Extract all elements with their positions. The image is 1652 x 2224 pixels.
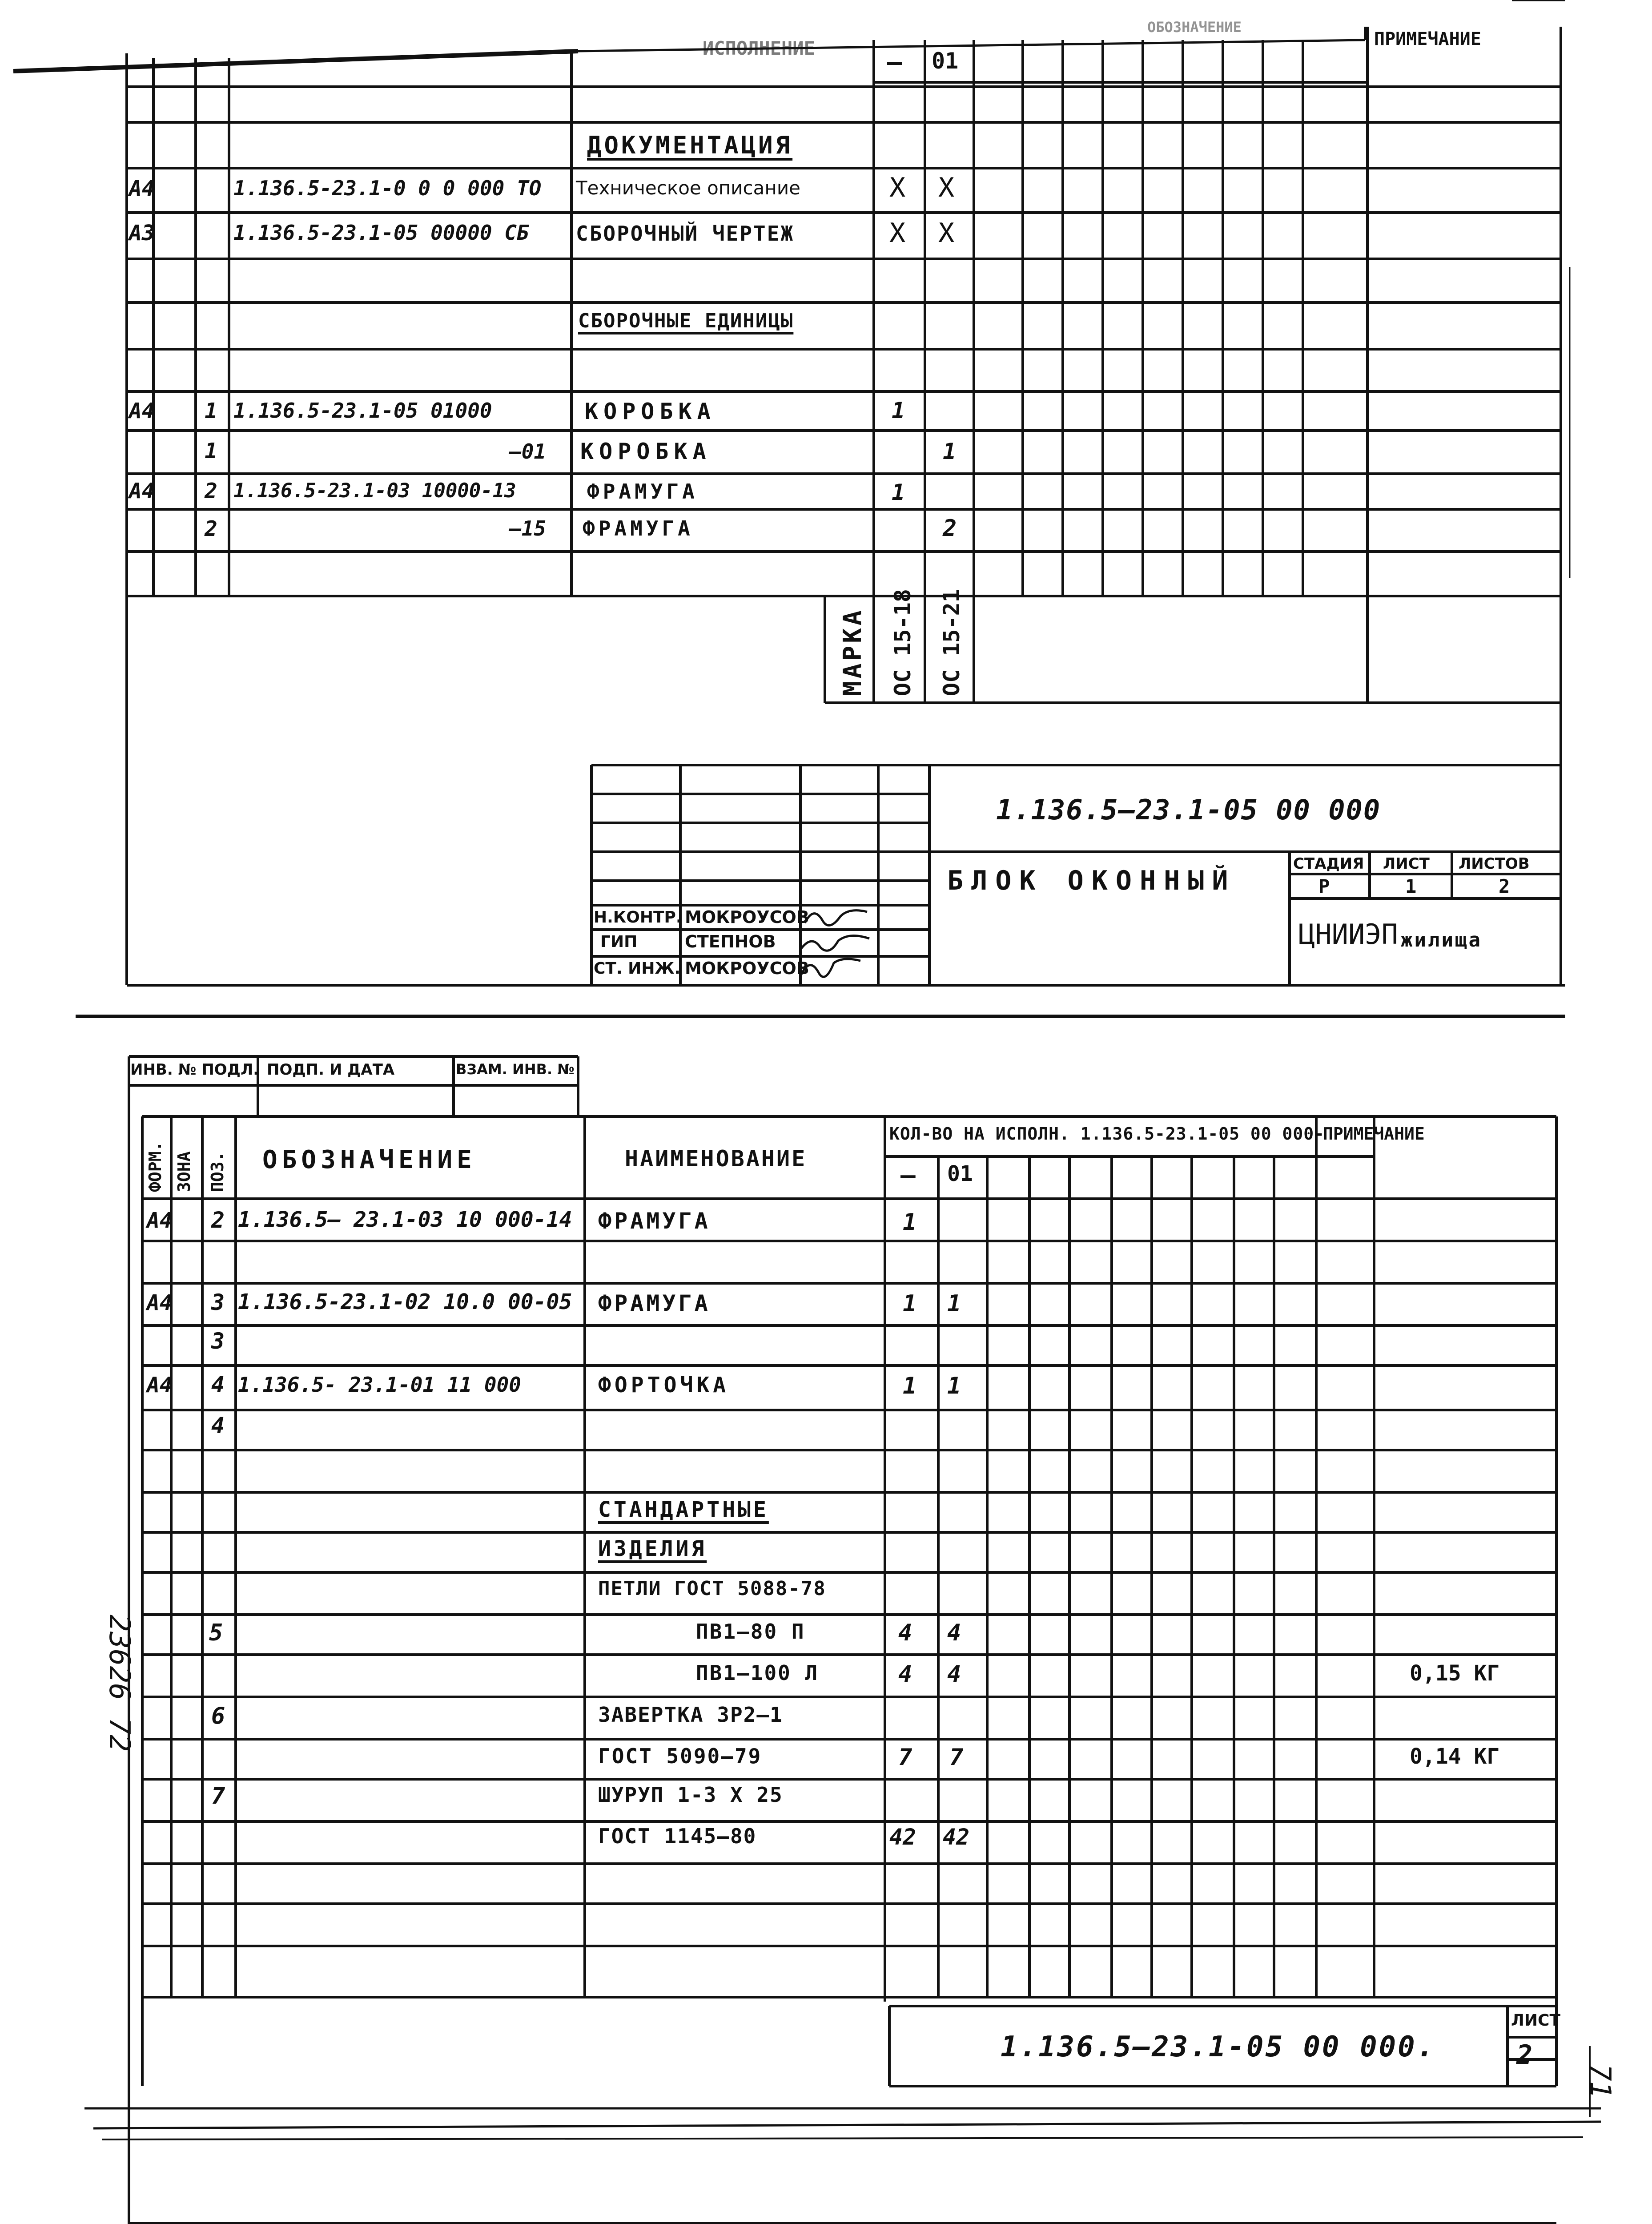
- header-note: ПРИМЕЧАНИЕ: [1374, 29, 1481, 49]
- row-name: КОРОБКА: [585, 399, 716, 424]
- row-q2: 4: [947, 1620, 961, 1646]
- organization-suffix: жилища: [1401, 929, 1482, 951]
- row-q1: 7: [898, 1744, 912, 1771]
- row-code: 1.136.5- 23.1-01 11 000: [238, 1373, 521, 1397]
- document-title: БЛОК ОКОННЫЙ: [947, 865, 1236, 896]
- row-name: ПВ1—80 П: [696, 1620, 805, 1644]
- col-dash: —: [887, 48, 902, 77]
- row-pos: 1: [205, 399, 217, 423]
- sheet-value: 2: [1516, 2039, 1533, 2071]
- row-format: А4: [129, 479, 155, 504]
- row-name: ФРАМУГА: [598, 1208, 711, 1234]
- row-name: Техническое описание: [576, 177, 800, 199]
- sign-role: Н.КОНТР.: [594, 908, 682, 927]
- sheet-label: ЛИСТ: [1511, 2011, 1561, 2030]
- row-q1: 1: [903, 1373, 917, 1399]
- row-pos: 2: [205, 479, 217, 504]
- row-q2: 1: [947, 1373, 961, 1399]
- row-pos: 4: [211, 1372, 225, 1398]
- row-q1: Х: [889, 218, 906, 249]
- row-name: ГОСТ 5090—79: [598, 1744, 762, 1768]
- row-pos: 3: [211, 1328, 225, 1354]
- col-qty: КОЛ-ВО НА ИСПОЛН. 1.136.5-23.1-05 00 000-: [889, 1124, 1325, 1144]
- section-heading-items: ИЗДЕЛИЯ: [598, 1536, 707, 1561]
- row-format: А3: [129, 221, 155, 246]
- row-name: ЗАВЕРТКА ЗР2—1: [598, 1703, 783, 1727]
- row-name: ПВ1—100 Л: [696, 1661, 819, 1685]
- row-format: А4: [129, 176, 155, 201]
- col-zone: ЗОНА: [174, 1151, 194, 1192]
- col-01: 01: [932, 48, 959, 74]
- row-pos: 2: [211, 1207, 225, 1233]
- section-heading-standard: СТАНДАРТНЫЕ: [598, 1497, 769, 1522]
- row-code: 1.136.5-23.1-05 00000 СБ: [233, 221, 529, 245]
- sign-role: ГИП: [600, 933, 638, 951]
- row-q2: Х: [938, 218, 955, 249]
- archive-number: 23626 72: [103, 1615, 136, 1752]
- row-name: ФОРТОЧКА: [598, 1373, 730, 1398]
- row-name: ПЕТЛИ ГОСТ 5088-78: [598, 1577, 826, 1600]
- stamp-inv-no: ИНВ. № ПОДЛ.: [130, 1061, 259, 1079]
- document-code: 1.136.5—23.1-05 00 000.: [1001, 2031, 1436, 2063]
- row-q1: 4: [898, 1661, 912, 1688]
- row-format: А4: [147, 1290, 173, 1315]
- row-q2: 1: [943, 439, 957, 464]
- header-fragment: ИСПОЛНЕНИЕ: [703, 37, 815, 59]
- sign-name: МОКРОУСОВ: [685, 907, 809, 927]
- row-q2: Х: [938, 172, 955, 203]
- row-pos: 1: [205, 439, 217, 463]
- row-code: 1.136.5-23.1-05 01000: [233, 399, 492, 423]
- row-q1: 4: [898, 1620, 912, 1646]
- col-pos: ПОЗ.: [208, 1151, 227, 1192]
- sheets-value: 2: [1499, 875, 1510, 897]
- section-heading-documentation: ДОКУМЕНТАЦИЯ: [587, 131, 793, 159]
- row-format: А4: [129, 399, 155, 423]
- row-pos: 6: [211, 1703, 225, 1729]
- sign-name: СТЕПНОВ: [685, 932, 776, 951]
- row-q2: 7: [949, 1744, 964, 1771]
- organization: ЦНИИЭП: [1298, 918, 1398, 951]
- row-pos: 2: [205, 516, 217, 541]
- stage-value: Р: [1318, 875, 1330, 897]
- sign-role: СТ. ИНЖ.: [594, 959, 681, 978]
- row-code: —01: [509, 439, 547, 463]
- sign-name: МОКРОУСОВ: [685, 959, 809, 978]
- row-q1: 1: [903, 1209, 917, 1236]
- col-code: ОБОЗНАЧЕНИЕ: [262, 1145, 476, 1174]
- row-q2: 2: [943, 515, 957, 542]
- page-number: 71: [1584, 2064, 1616, 2099]
- row-pos: 5: [209, 1620, 223, 1646]
- sheet-value: 1: [1405, 875, 1417, 897]
- row-code: 1.136.5— 23.1-03 10 000-14: [238, 1207, 572, 1232]
- row-name: ФРАМУГА: [583, 516, 694, 540]
- header-fragment-2: ОБОЗНАЧЕНИЕ: [1147, 19, 1242, 36]
- row-format: А4: [147, 1208, 173, 1233]
- row-name: ФРАМУГА: [587, 479, 698, 504]
- col-01: 01: [947, 1161, 973, 1186]
- row-name: КОРОБКА: [580, 439, 711, 464]
- row-q1: 1: [892, 398, 905, 423]
- col-dash: —: [900, 1161, 916, 1190]
- sheet-label: ЛИСТ: [1383, 855, 1430, 873]
- row-code: 1.136.5-23.1-03 10000-13: [233, 479, 516, 502]
- row-note: 0,15 КГ: [1410, 1661, 1500, 1686]
- marka-value-1: ОС 15-18: [890, 589, 916, 696]
- stamp-replaced-inv: ВЗАМ. ИНВ. №: [456, 1061, 575, 1078]
- row-name: СБОРОЧНЫЙ ЧЕРТЕЖ: [576, 222, 795, 246]
- row-q1: 42: [889, 1824, 916, 1850]
- marka-value-2: ОС 15-21: [939, 589, 965, 696]
- stage-label: СТАДИЯ: [1293, 855, 1364, 873]
- row-code: 1.136.5-23.1-02 10.0 00-05: [238, 1289, 572, 1314]
- row-code: 1.136.5-23.1-0 0 0 000 ТО: [233, 176, 542, 200]
- col-note: ПРИМЕЧАНИЕ: [1323, 1124, 1425, 1144]
- col-name: НАИМЕНОВАНИЕ: [625, 1146, 807, 1172]
- marka-label: МАРКА: [838, 608, 867, 696]
- col-format: ФОРМ.: [145, 1141, 165, 1192]
- document-code: 1.136.5—23.1-05 00 000: [996, 794, 1381, 826]
- row-pos: 3: [211, 1289, 225, 1315]
- row-name: ФРАМУГА: [598, 1290, 711, 1316]
- row-q1: 1: [892, 479, 905, 505]
- row-pos: 4: [211, 1413, 225, 1438]
- row-q1: Х: [889, 172, 906, 203]
- row-note: 0,14 КГ: [1410, 1744, 1500, 1769]
- row-q2: 4: [947, 1661, 961, 1688]
- row-pos: 7: [211, 1783, 225, 1809]
- row-format: А4: [147, 1373, 173, 1398]
- stamp-signature-date: ПОДП. И ДАТА: [267, 1061, 395, 1079]
- row-q2: 42: [943, 1824, 970, 1850]
- row-q1: 1: [903, 1290, 917, 1317]
- row-q2: 1: [947, 1290, 961, 1317]
- row-name: ШУРУП 1-3 Х 25: [598, 1783, 783, 1807]
- section-heading-assembly-units: СБОРОЧНЫЕ ЕДИНИЦЫ: [578, 310, 794, 332]
- row-code: —15: [509, 516, 547, 540]
- row-name: ГОСТ 1145—80: [598, 1824, 757, 1848]
- sheets-label: ЛИСТОВ: [1459, 855, 1530, 873]
